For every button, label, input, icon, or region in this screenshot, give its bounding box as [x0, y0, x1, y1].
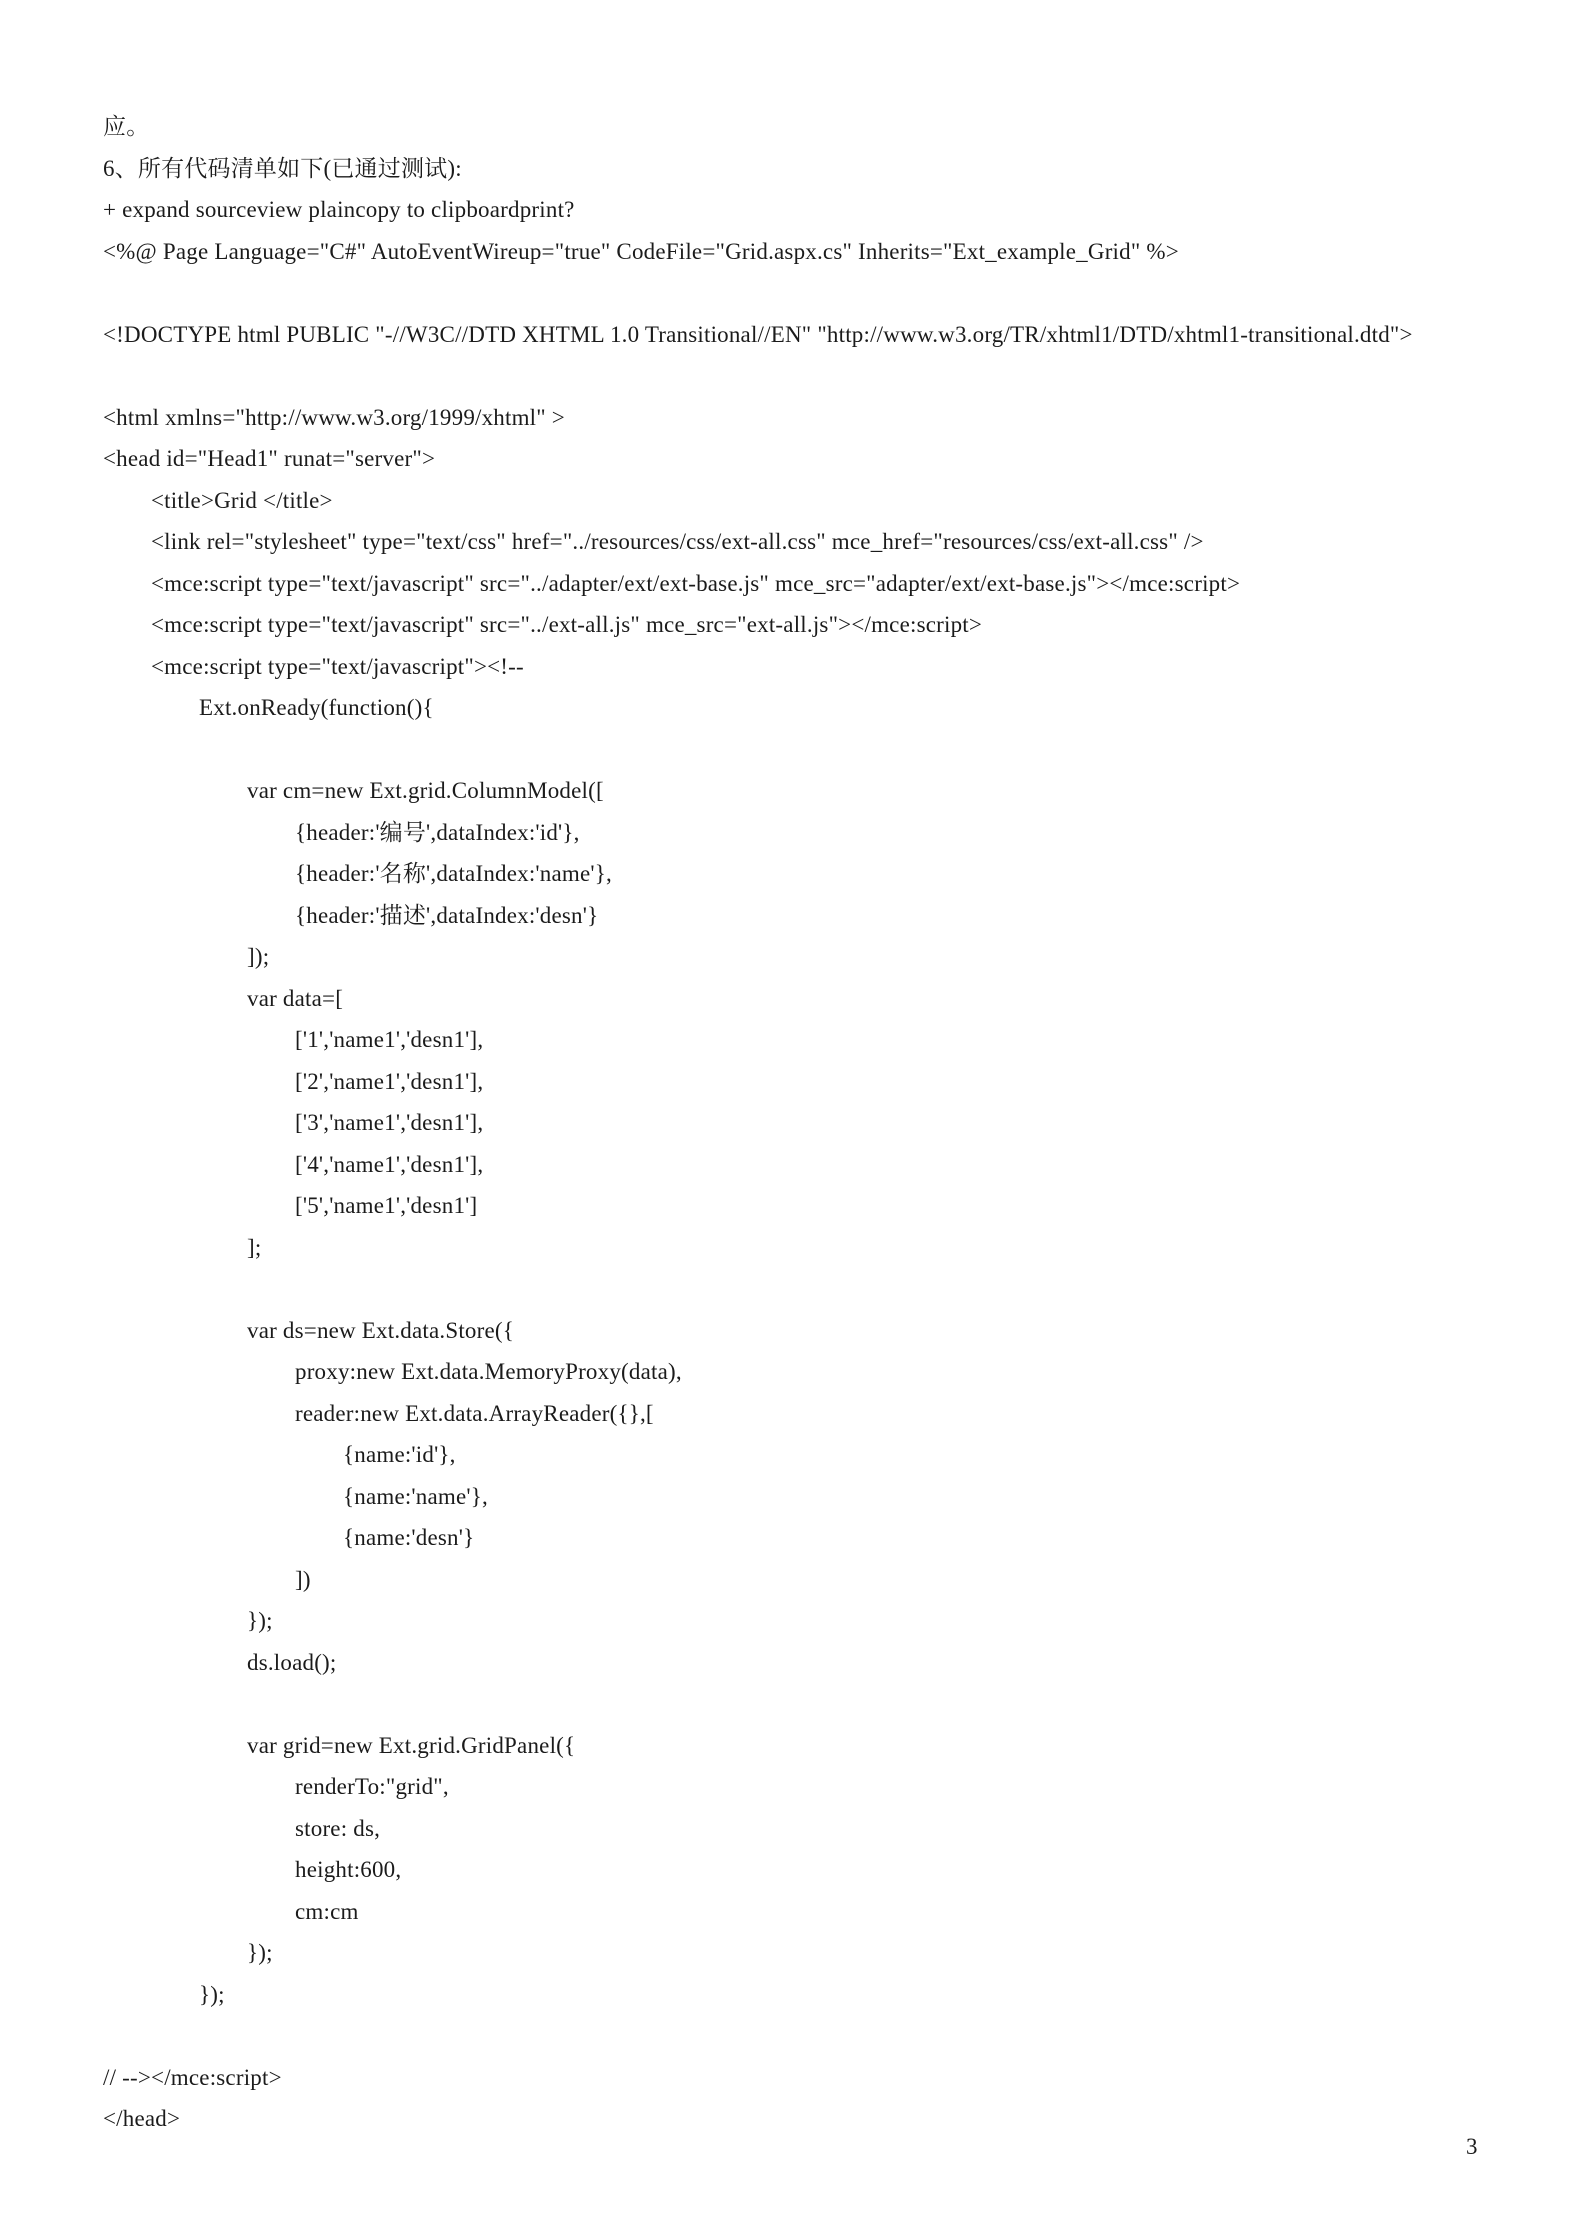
text-line: <mce:script type="text/javascript" src="../ext-all.js" mce_src="ext-all.js"></mce:script>	[151, 612, 983, 637]
text-lines	[0, 106, 1584, 2140]
text-line: <%@ Page Language="C#" AutoEventWireup="true" CodeFile="Grid.aspx.cs" Inherits="Ext_example_Grid" %>	[103, 238, 1179, 264]
text-line: </head>	[103, 2106, 181, 2131]
text-line: store: ds,	[295, 1815, 381, 1841]
text-line: <html xmlns="http://www.w3.org/1999/xhtml" >	[103, 404, 565, 430]
text-line	[0, 1268, 1584, 1310]
text-line: 应。	[103, 114, 150, 139]
text-line: <!DOCTYPE html PUBLIC "-//W3C//DTD XHTML 1.0 Transitional//EN" "http://www.w3.org/TR/xhtml1/DTD/xhtml1-transitional.dtd">	[103, 321, 1413, 347]
text-line	[0, 272, 1584, 314]
text-line: ['2','name1','desn1'],	[295, 1068, 484, 1094]
text-line	[0, 2015, 1584, 2057]
text-line: + expand sourceview plaincopy to clipboardprint?	[103, 197, 575, 222]
text-line: ];	[247, 1234, 262, 1260]
text-line: ['1','name1','desn1'],	[295, 1027, 484, 1052]
text-line: 6、所有代码清单如下(已通过测试):	[103, 155, 462, 181]
text-line: <mce:script type="text/javascript"><!--	[151, 653, 524, 679]
text-line: ['5','name1','desn1']	[295, 1193, 478, 1218]
text-line: {name:'name'},	[343, 1483, 488, 1509]
text-line: proxy:new Ext.data.MemoryProxy(data),	[295, 1359, 682, 1384]
text-line: {header:'名称',dataIndex:'name'},	[295, 861, 612, 886]
text-line: ]);	[247, 944, 270, 969]
text-line: <mce:script type="text/javascript" src="../adapter/ext/ext-base.js" mce_src="adapter/ext/ext-base.js"></mce:script>	[151, 570, 1241, 596]
text-line: });	[247, 1940, 273, 1965]
text-line: ])	[295, 1566, 311, 1592]
text-line: var data=[	[247, 985, 344, 1011]
text-line: });	[247, 1608, 273, 1633]
text-line: <link rel="stylesheet" type="text/css" href="../resources/css/ext-all.css" mce_href="resources/css/ext-all.css" />	[151, 529, 1204, 554]
text-line: });	[199, 1981, 225, 2007]
text-line: ['4','name1','desn1'],	[295, 1151, 484, 1177]
text-line: ds.load();	[247, 1649, 337, 1675]
text-line: var cm=new Ext.grid.ColumnModel([	[247, 778, 604, 803]
text-line: // --></mce:script>	[103, 2064, 282, 2090]
text-line	[0, 729, 1584, 771]
text-line: ['3','name1','desn1'],	[295, 1110, 484, 1135]
text-line: {header:'描述',dataIndex:'desn'}	[295, 902, 599, 928]
text-line: {name:'id'},	[343, 1442, 456, 1467]
text-line: <title>Grid </title>	[151, 487, 333, 513]
text-line: reader:new Ext.data.ArrayReader({},[	[295, 1400, 654, 1426]
text-line: {header:'编号',dataIndex:'id'},	[295, 819, 580, 845]
text-line: <head id="Head1" runat="server">	[103, 446, 436, 471]
text-line: var grid=new Ext.grid.GridPanel({	[247, 1732, 576, 1758]
text-line: Ext.onReady(function(){	[199, 695, 434, 720]
text-line: var ds=new Ext.data.Store({	[247, 1317, 515, 1343]
text-line: height:600,	[295, 1857, 402, 1882]
text-line: {name:'desn'}	[343, 1525, 475, 1550]
text-line: cm:cm	[295, 1898, 359, 1924]
page-number: 3	[1466, 2134, 1478, 2159]
text-line	[0, 1683, 1584, 1725]
text-line: renderTo:"grid",	[295, 1774, 449, 1799]
text-line	[0, 355, 1584, 397]
